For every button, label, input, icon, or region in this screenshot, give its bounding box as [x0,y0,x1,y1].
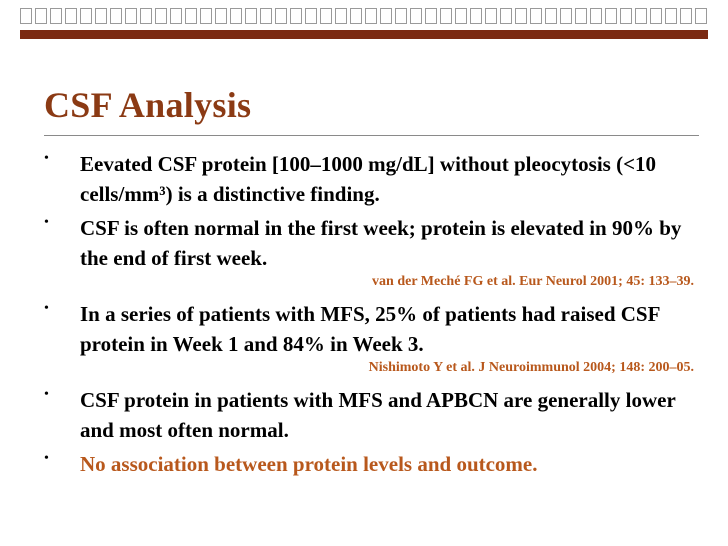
bullet-text: No association between protein levels and outcome. [80,452,538,476]
title-divider [44,135,699,136]
bullet-list [44,149,694,479]
decorative-square [680,8,692,24]
bullet-marker: • [44,451,49,466]
decorative-square [245,8,257,24]
decorative-square [410,8,422,24]
decorative-square [185,8,197,24]
decorative-square [455,8,467,24]
bullet-item [44,385,694,445]
decorative-square [530,8,542,24]
decorative-square [665,8,677,24]
decorative-square [470,8,482,24]
slide-title: CSF Analysis [44,85,252,125]
decorative-square [20,8,32,24]
decorative-square [440,8,452,24]
decorative-square [65,8,77,24]
decorative-square [605,8,617,24]
bullet-marker: • [44,151,49,166]
decorative-square [35,8,47,24]
bullet-item [44,149,694,209]
citation: Nishimoto Y et al. J Neuroimmunol 2004; 148: 200–05. [368,360,694,375]
bullet-marker: • [44,301,49,316]
decorative-square [290,8,302,24]
decorative-square [305,8,317,24]
decorative-square [425,8,437,24]
citation: van der Meché FG et al. Eur Neurol 2001; 45: 133–39. [372,274,694,289]
decorative-square [650,8,662,24]
bullet-text: CSF protein in patients with MFS and APBCN are generally lower and most often normal. [80,388,676,442]
bullet-item [44,449,694,479]
decorative-square [335,8,347,24]
bullet-item [44,299,694,377]
decorative-square [620,8,632,24]
decorative-square [545,8,557,24]
decorative-square [320,8,332,24]
bullet-marker: • [44,387,49,402]
decorative-square [350,8,362,24]
decorative-square [125,8,137,24]
decorative-square [590,8,602,24]
decorative-square [380,8,392,24]
decorative-square [170,8,182,24]
decorative-square [200,8,212,24]
decorative-square [260,8,272,24]
decorative-square [275,8,287,24]
bullet-text: In a series of patients with MFS, 25% of patients had raised CSF protein in Week 1 and 84% in Week 3. [80,302,660,356]
decorative-square [515,8,527,24]
decorative-square [485,8,497,24]
decorative-square [635,8,647,24]
decorative-square [215,8,227,24]
decorative-square [50,8,62,24]
bullet-text: CSF is often normal in the first week; protein is elevated in 90% by the end of first week. [80,216,682,270]
bullet-item [44,213,694,291]
bullet-text: Eevated CSF protein [100–1000 mg/dL] without pleocytosis (<10 cells/mm³) is a distinctive finding. [80,152,657,206]
decorative-square [110,8,122,24]
decorative-square [500,8,512,24]
decorative-square [155,8,167,24]
decorative-square [395,8,407,24]
decorative-square [365,8,377,24]
decorative-square [95,8,107,24]
decorative-square [560,8,572,24]
decorative-square [695,8,707,24]
decorative-square [80,8,92,24]
decorative-square [230,8,242,24]
decorative-squares [20,8,708,28]
bullet-marker: • [44,215,49,230]
header-bar [20,30,708,39]
decorative-square [140,8,152,24]
decorative-square [575,8,587,24]
